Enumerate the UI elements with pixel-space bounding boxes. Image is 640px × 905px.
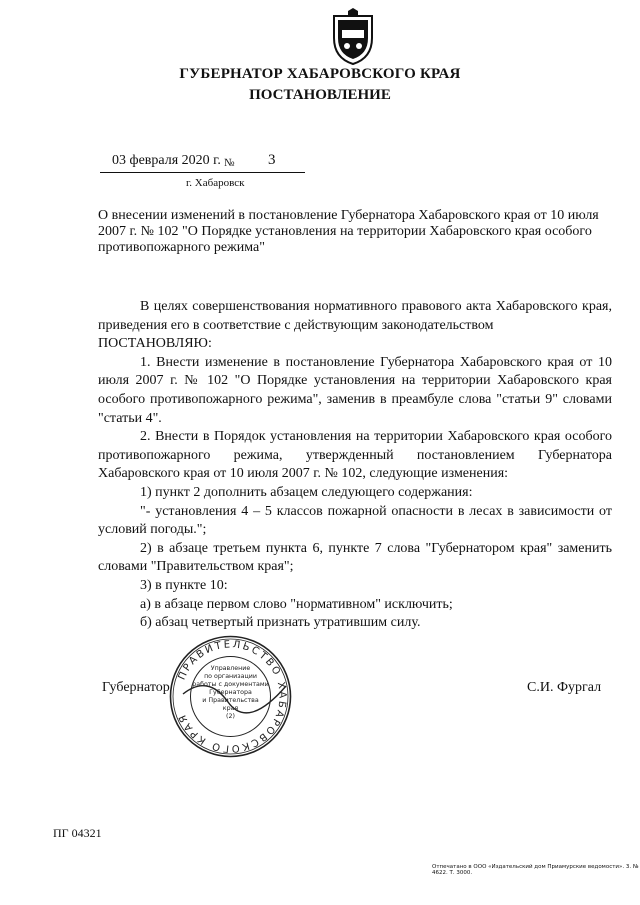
sub-item-1: 1) пункт 2 дополнить абзацем следующего содержания:	[140, 484, 473, 500]
paragraph-1: 1. Внести изменение в постановление Губернатора Хабаровского края от 10 июля 2007 г. № 102 "О Порядке установления на территории Хабаровского края особого противопожарного режима", заменив в преамбуле слова "статьи 9" словами "статьи 4".	[98, 354, 612, 426]
date-underline	[100, 172, 305, 173]
document-type: ПОСТАНОВЛЕНИЕ	[249, 87, 391, 103]
seal-line: Губернатора	[209, 689, 252, 696]
sub-item-3a: а) в абзаце первом слово "нормативном" исключить;	[140, 596, 453, 612]
quoted-addition: "- установления 4 – 5 классов пожарной опасности в лесах в зависимости от условий погоды.";	[98, 503, 612, 538]
document-body	[98, 298, 612, 633]
signatory-position: Губернатор	[102, 680, 170, 695]
printer-imprint: Отпечатано в ООО «Издательский дом Приамурские ведомости». 3. № 4622. Т. 3000.	[432, 864, 639, 876]
sub-item-2: 2) в абзаце третьем пункта 6, пункте 7 слова "Губернатором края" заменить словами "Правительством края";	[98, 540, 612, 575]
sub-item-3: 3) в пункте 10:	[140, 577, 228, 593]
seal-line: (2)	[226, 713, 235, 720]
seal-line: по организации	[204, 673, 257, 680]
seal-line: края	[222, 705, 239, 712]
issuer-title: ГУБЕРНАТОР ХАБАРОВСКОГО КРАЯ	[179, 66, 461, 82]
document-code: ПГ 04321	[53, 826, 102, 840]
seal-line: и Правительства	[202, 697, 259, 704]
document-number: 3	[268, 152, 276, 168]
official-seal	[168, 634, 293, 759]
paragraph-2: 2. Внести в Порядок установления на территории Хабаровского края особого противопожарного режима, утвержденный постановлением Губернатора Хабаровского края от 10 июля 2007 г. № 102, следующие изменения:	[98, 429, 612, 482]
number-label: №	[224, 157, 235, 169]
document-date: 03 февраля 2020 г.	[112, 153, 221, 168]
city: г. Хабаровск	[186, 177, 245, 189]
resolution-word: ПОСТАНОВЛЯЮ:	[98, 336, 212, 352]
seal-ring-text: ПРАВИТЕЛЬСТВО ХАБАРОВСКОГО КРАЯ	[176, 639, 288, 754]
signatory-name: С.И. Фургал	[527, 680, 602, 695]
document-subject: О внесении изменений в постановление Губернатора Хабаровского края от 10 июля 2007 г. № 102 "О Порядке установления на территории Хабаровского края особого противопожарного режима"	[98, 208, 599, 255]
preamble: В целях совершенствования нормативного правового акта Хабаровского края, приведения его в соответствие с действующим законодательством	[98, 299, 612, 333]
seal-line: Управление	[210, 665, 251, 672]
sub-item-3b: б) абзац четвертый признать утратившим силу.	[140, 615, 421, 631]
seal-line: работы с документами	[192, 681, 269, 688]
coat-of-arms-icon	[330, 8, 376, 66]
